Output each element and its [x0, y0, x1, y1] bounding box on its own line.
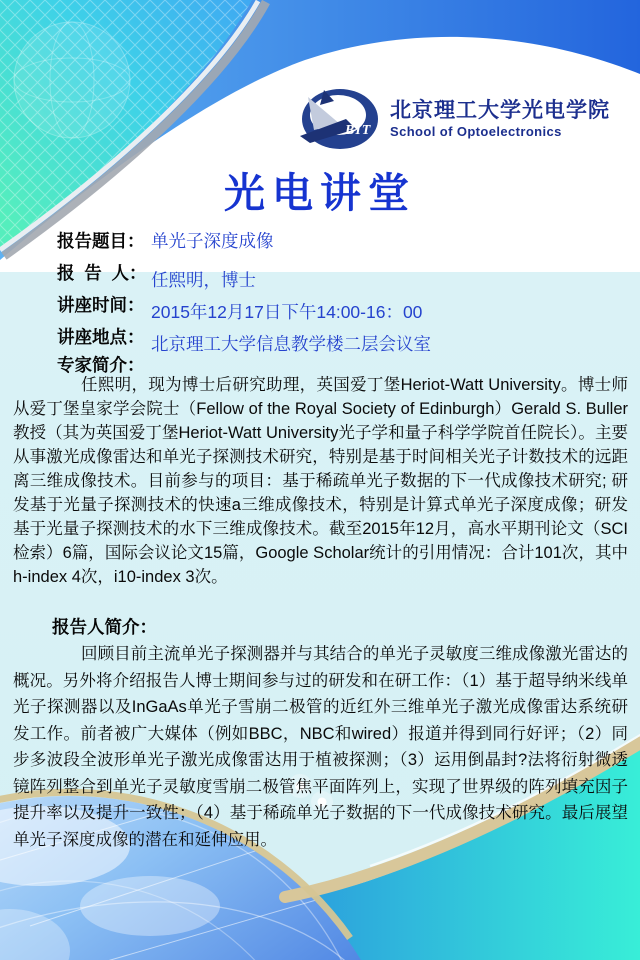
- info-label: 讲座时间：: [57, 295, 145, 315]
- info-section: [57, 231, 624, 359]
- org-text-block: [390, 99, 610, 138]
- bit-logo: [294, 84, 380, 154]
- info-value: 北京理工大学信息教学楼二层会议室: [151, 334, 431, 354]
- org-logo-row: [294, 84, 610, 154]
- info-row-location: [57, 327, 624, 354]
- talk-section-heading: 报告人简介：: [52, 617, 157, 637]
- talk-abstract-paragraph: 回顾目前主流单光子探测器并与其结合的单光子灵敏度三维成像激光雷达的概况。另外将介绍报告人博士期间参与过的研发和在研工作：（1）基于超导纳米线单光子探测器以及InGaAs单光子雪崩二极管的近红外三维单光子激光成像雷达系统研发工作。前者被广大媒体（例如BBC，NBC和wired）报道并得到同行好评；（2）同步多波段全波形单光子激光成像雷达用于植被探测；（3）运用倒晶封?法将衍射微透镜阵列整合到单光子灵敏度雪崩二极管焦平面阵列上，实现了世界级的阵列填充因子提升率以及提升一致性；（4）基于稀疏单光子数据的下一代成像技术研究。最后展望单光子深度成像的潜在和延伸应用。: [13, 645, 628, 849]
- expert-bio-paragraph: 任熙明，现为博士后研究助理，英国爱丁堡Heriot-Watt University。博士师从爱丁堡皇家学会院士（Fellow of the Royal Society of Edinburgh）Gerald S. Buller教授（其为英国爱丁堡Heriot-Watt University光子学和量子科学学院首任院长）。主要从事激光成像雷达和单光子探测技术研究，特别是基于时间相关光子计数技术的远距离三维成像技术。目前参与的项目：基于稀疏单光子数据的下一代成像技术研究; 研发基于光量子探测技术的快速a三维成像技术，特别是计算式单光子深度成像；研发基于光量子探测技术的水下三维成像技术。截至2015年12月，高水平期刊论文（SCI检索）6篇，国际会议论文15篇，Google Scholar统计的引用情况：合计101次，其中h-index 4次，i10-index 3次。: [13, 376, 628, 586]
- info-label: 报告题目：: [57, 231, 145, 251]
- logo-bit-text: BIT: [345, 123, 372, 138]
- page-title: 光电讲堂: [224, 170, 416, 216]
- info-value: 任熙明，博士: [151, 270, 256, 290]
- org-name-en: School of Optoelectronics: [390, 123, 562, 139]
- info-row-speaker: [57, 263, 624, 290]
- expert-section-heading: 专家简介：: [57, 355, 145, 375]
- info-row-time: [57, 295, 624, 322]
- info-label: 讲座地点：: [57, 327, 145, 347]
- info-row-topic: [57, 231, 624, 252]
- info-value: 2015年12月17日下午14:00-16：00: [151, 302, 423, 322]
- info-value: 单光子深度成像: [151, 231, 274, 251]
- info-label: 报 告 人：: [57, 263, 147, 283]
- org-name-cn: 北京理工大学光电学院: [390, 99, 610, 123]
